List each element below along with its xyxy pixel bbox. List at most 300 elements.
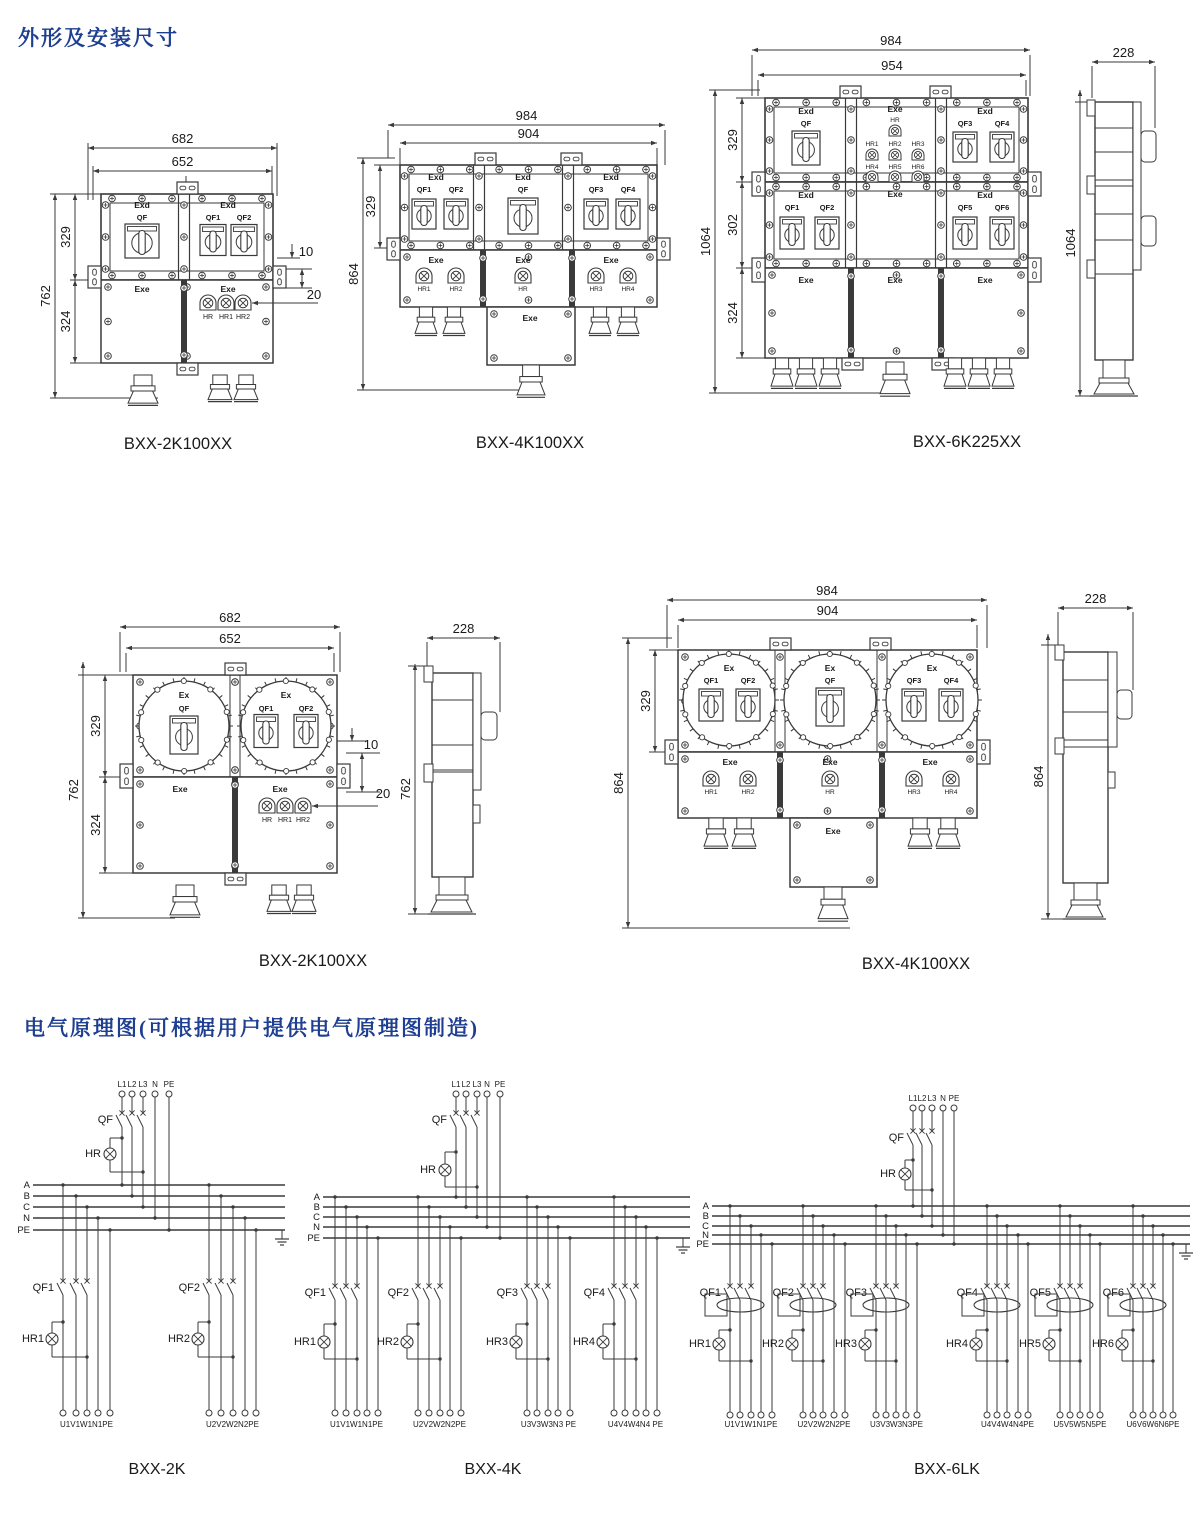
dimension-arrow (758, 73, 764, 77)
cable-gland (970, 369, 988, 374)
cover-bolt (208, 687, 213, 692)
compartment-label: Exe (922, 757, 938, 767)
cover-bolt (784, 683, 789, 688)
side-latch (1108, 772, 1115, 788)
cable-gland (443, 322, 465, 333)
terminal-circle (758, 1412, 764, 1418)
lamp-label: HR3 (907, 789, 921, 796)
compartment-label: Exe (515, 255, 531, 265)
cable-gland (818, 905, 848, 919)
terminal-circle (1067, 1412, 1073, 1418)
lamp-label: HR1 (218, 314, 234, 321)
compartment-label: Exe (220, 284, 236, 294)
lamp-label: HR1 (865, 141, 879, 148)
terminal-circle (534, 1410, 540, 1416)
dimension-arrow (740, 182, 744, 188)
terminal-circle (994, 1412, 1000, 1418)
side-hook (1055, 645, 1064, 660)
lamp-label: HR (890, 117, 900, 124)
terminal-circle (453, 1091, 459, 1097)
dimension-arrow (334, 625, 340, 629)
dimension-value: 1064 (698, 227, 713, 256)
terminal-circle (1087, 1412, 1093, 1418)
cable-gland (208, 389, 232, 400)
cable-gland (992, 374, 1014, 386)
bus-label: C (23, 1202, 30, 1213)
input-terminal-label: L2 (917, 1094, 927, 1103)
foot-flare (431, 900, 472, 912)
cable-gland (704, 834, 728, 846)
outline-bxx2k100xx-exd-front (38, 131, 321, 453)
side-view-bxx2k100xx (398, 621, 500, 914)
terminal-circle (951, 1105, 957, 1111)
dimension-value: 904 (517, 126, 540, 141)
dimension-arrow (300, 282, 304, 288)
dimension-arrow (1078, 90, 1082, 96)
foot-washer (1099, 378, 1129, 383)
model-label: BXX-2K100XX (123, 435, 233, 453)
dimension-arrow (328, 646, 334, 650)
input-terminal-label: N (940, 1094, 946, 1103)
cover-bolt (801, 735, 806, 740)
cover-bolt (283, 678, 288, 683)
dimension-arrow (653, 746, 657, 752)
junction-dot (141, 1170, 144, 1173)
branch-lamp-label: HR4 (945, 1338, 968, 1350)
bus-label: PE (307, 1233, 320, 1244)
terminal-circle (842, 1412, 848, 1418)
main-lamp-label: HR (880, 1168, 896, 1180)
dimension-value: 329 (638, 690, 653, 712)
junction-dot (821, 1359, 824, 1362)
dimension-arrow (73, 357, 77, 363)
main-breaker-label: QF (431, 1114, 447, 1126)
cover-bolt (800, 660, 805, 665)
drawing-line (521, 1288, 527, 1300)
junction-dot (1151, 1359, 1154, 1362)
cover-bolt (726, 651, 731, 656)
switch-handle (745, 696, 751, 718)
terminal-circle (984, 1412, 990, 1418)
cover-bolt (683, 683, 688, 688)
terminal-circle (1097, 1412, 1103, 1418)
dimension-arrow (713, 387, 717, 393)
output-terminal-label: U2V2W2N2PE (206, 1420, 259, 1429)
input-terminal-label: L3 (927, 1094, 937, 1103)
foot-washer (436, 895, 468, 900)
compartment-label: Exe (887, 275, 903, 285)
cover-bolt (828, 743, 833, 748)
terminal-circle (415, 1410, 421, 1416)
side-handle (1117, 690, 1132, 719)
dimension-arrow (350, 735, 354, 741)
dimension-arrow (971, 618, 977, 622)
drawing-line (215, 1283, 221, 1295)
dimension-arrow (740, 268, 744, 274)
bus-label: N (23, 1213, 30, 1224)
terminal-circle (230, 1410, 236, 1416)
output-terminal-label: U1V1W1N1PE (330, 1420, 383, 1429)
dimension-arrow (427, 636, 433, 640)
dimension-value: 228 (1084, 591, 1107, 606)
branch-breaker-label: QF6 (1102, 1287, 1124, 1299)
dimension-arrow (653, 650, 657, 656)
lamp-label: HR1 (277, 817, 293, 824)
terminal-circle (910, 1105, 916, 1111)
dimension-arrow (740, 352, 744, 358)
switch-handle (708, 696, 714, 718)
side-view-bxx4k100xx (1031, 591, 1133, 919)
side-hook (1055, 738, 1064, 754)
cover-bolt (182, 768, 187, 773)
dimension-arrow (740, 98, 744, 104)
compartment-divider (938, 268, 944, 358)
dimension-arrow (103, 867, 107, 873)
terminal-circle (206, 1410, 212, 1416)
drawing-line (137, 1115, 143, 1127)
terminal-circle (437, 1410, 443, 1416)
dimension-value: 10 (363, 737, 379, 752)
bus-label: A (23, 1180, 30, 1191)
dimension-arrow (1078, 390, 1082, 396)
drawing-line (460, 1115, 466, 1127)
lamp-label: HR2 (449, 286, 463, 293)
cover-bolt (886, 712, 891, 717)
terminal-circle (474, 1091, 480, 1097)
schematic-bxx-4k (294, 1080, 690, 1478)
compartment-label: Exe (522, 313, 538, 323)
drawing-line (619, 1288, 625, 1300)
terminal-circle (1140, 1412, 1146, 1418)
dimension-value: 864 (346, 263, 361, 285)
branch-lamp-label: HR2 (376, 1336, 399, 1348)
terminal-circle (484, 1091, 490, 1097)
dimension-value: 228 (452, 621, 475, 636)
dimension-arrow (388, 123, 394, 127)
compartment-label: Ex (926, 663, 938, 673)
main-breaker-label: QF (97, 1114, 113, 1126)
cable-gland (823, 358, 836, 369)
switch-label: QF (800, 119, 812, 128)
switch-label: QF1 (205, 213, 221, 222)
compartment-label: Ex (178, 690, 190, 700)
outline-bxx4k100xx-ex-front (611, 583, 990, 973)
terminal-circle (654, 1410, 660, 1416)
compartment-label: Exe (887, 189, 903, 199)
terminal-circle (218, 1410, 224, 1416)
dimension-arrow (271, 146, 277, 150)
branch-breaker-label: QF2 (387, 1287, 409, 1299)
terminal-circle (903, 1412, 909, 1418)
cover-bolt (224, 737, 229, 742)
switch-label: QF3 (957, 119, 973, 128)
terminal-circle (737, 1412, 743, 1418)
compartment-label: Exd (798, 106, 814, 116)
cable-gland (734, 829, 753, 834)
dimension-arrow (659, 123, 665, 127)
branch-breaker-label: QF2 (178, 1282, 200, 1294)
lamp-label: HR4 (944, 789, 958, 796)
cable-gland (593, 307, 606, 317)
input-terminal-label: N (484, 1080, 490, 1089)
switch-label: QF6 (994, 203, 1010, 212)
side-hook (424, 666, 433, 682)
dimension-value: 864 (1031, 765, 1046, 788)
branch-breaker-label: QF1 (32, 1282, 54, 1294)
lamp-label: HR1 (417, 286, 431, 293)
terminal-circle (1150, 1412, 1156, 1418)
input-terminal-label: L1 (117, 1080, 127, 1089)
terminal-circle (1004, 1412, 1010, 1418)
switch-handle (962, 224, 968, 246)
junction-dot (546, 1357, 549, 1360)
bus-label: B (313, 1202, 320, 1213)
cable-gland (795, 374, 817, 386)
input-terminal-label: L1 (908, 1094, 918, 1103)
dimension-arrow (1058, 606, 1064, 610)
cover-bolt (241, 737, 246, 742)
branch-lamp-label: HR2 (167, 1333, 190, 1345)
bus-label: PE (696, 1239, 709, 1250)
cover-bolt (181, 678, 186, 683)
cable-gland (517, 382, 545, 395)
terminal-circle (447, 1410, 453, 1416)
cable-gland (170, 902, 200, 915)
foot-flare (1094, 383, 1134, 394)
lamp-label: HR1 (704, 789, 718, 796)
lamp-label: HR6 (911, 164, 925, 171)
cover-bolt (753, 660, 758, 665)
dimension-arrow (1149, 60, 1155, 64)
terminal-circle (727, 1412, 733, 1418)
schematic-bxx-2k (17, 1080, 289, 1478)
terminal-circle (893, 1412, 899, 1418)
foot-stem (1074, 883, 1097, 900)
dimension-value: 10 (298, 244, 314, 259)
model-label: BXX-4K (464, 1461, 522, 1478)
switch-handle (181, 723, 187, 751)
junction-dot (85, 1355, 88, 1358)
lamp-label: HR (261, 817, 273, 824)
terminal-circle (820, 1412, 826, 1418)
dimension-arrow (713, 90, 717, 96)
cover-bolt (754, 735, 759, 740)
dimension-arrow (361, 384, 365, 390)
branch-lamp-label: HR1 (21, 1333, 44, 1345)
dimension-value: 652 (219, 631, 241, 646)
dimension-arrow (103, 771, 107, 777)
cable-gland (236, 385, 255, 389)
dimension-arrow (494, 636, 500, 640)
dimension-arrow (266, 169, 272, 173)
dimension-arrow (1127, 606, 1133, 610)
cover-bolt (310, 687, 315, 692)
dimension-value: 329 (363, 195, 378, 218)
lamp-label: HR2 (235, 314, 251, 321)
cable-gland (591, 317, 609, 322)
switch-handle (803, 138, 809, 162)
dimension-arrow (126, 646, 132, 650)
dimension-arrow (120, 625, 126, 629)
terminal-circle (1025, 1412, 1031, 1418)
cable-gland (771, 374, 793, 386)
branch-breaker-label: QF3 (496, 1287, 518, 1299)
cable-gland (819, 374, 841, 386)
model-label: BXX-4K100XX (475, 434, 585, 452)
cover-bolt (956, 660, 961, 665)
foot-stem (439, 877, 465, 895)
cable-gland (523, 365, 540, 377)
cable-gland (447, 307, 460, 317)
model-label: BXX-2K100XX (258, 952, 368, 970)
dimension-arrow (360, 786, 364, 792)
bus-label: N (313, 1222, 320, 1233)
drawing-line (70, 1283, 76, 1295)
schematic-bxx-6lk (689, 1094, 1193, 1478)
cover-bolt (284, 768, 289, 773)
dimension-value: 984 (880, 33, 902, 48)
switch-handle (999, 139, 1005, 159)
branch-breaker-label: QF5 (1029, 1287, 1051, 1299)
terminal-circle (60, 1410, 66, 1416)
terminal-circle (426, 1410, 432, 1416)
terminal-circle (129, 1091, 135, 1097)
side-hook (424, 764, 433, 782)
switch-handle (421, 206, 427, 226)
cover-bolt (155, 687, 160, 692)
cable-gland (709, 818, 723, 829)
switch-handle (789, 224, 795, 246)
cable-gland (936, 834, 960, 846)
switch-label: QF (178, 704, 190, 713)
switch-handle (241, 231, 247, 252)
cover-bolt (854, 660, 859, 665)
switch-label: QF1 (703, 676, 719, 685)
cable-gland (176, 885, 194, 897)
cover-bolt (973, 683, 978, 688)
output-terminal-label: U5V5W5N5PE (1053, 1420, 1107, 1429)
outline-bxx6k225xx-front (698, 33, 1041, 451)
cable-gland (415, 322, 437, 333)
dimension-arrow (300, 269, 304, 275)
cable-gland (908, 834, 932, 846)
cover-bolt (139, 710, 144, 715)
terminal-circle (633, 1410, 639, 1416)
drawing-line (450, 1115, 456, 1127)
bus-label: A (702, 1201, 709, 1212)
cable-gland (292, 900, 316, 911)
compartment-label: Exe (722, 757, 738, 767)
dimension-value: 228 (1112, 45, 1135, 60)
branch-lamp-label: HR5 (1018, 1338, 1041, 1350)
switch-label: QF4 (943, 676, 959, 685)
foot-washer (1071, 900, 1100, 905)
switch-handle (962, 139, 968, 159)
branch-lamp-label: HR2 (761, 1338, 784, 1350)
switch-handle (593, 206, 599, 226)
compartment-label: Ex (824, 663, 836, 673)
dimension-arrow (740, 262, 744, 268)
output-terminal-label: U1V1W1N1PE (60, 1420, 113, 1429)
output-terminal-label: U2V2W2N2PE (797, 1420, 851, 1429)
dimension-value: 329 (88, 715, 103, 737)
main-breaker-label: QF (888, 1132, 904, 1144)
dimension-arrow (360, 753, 364, 759)
input-terminal-label: L1 (451, 1080, 461, 1089)
terminal-circle (73, 1410, 79, 1416)
compartment-label: Exd (220, 200, 236, 210)
compartment-label: Exe (977, 275, 993, 285)
drawing-line (608, 1288, 614, 1300)
dimension-arrow (73, 280, 77, 286)
dimension-value: 329 (58, 226, 73, 248)
dimension-arrow (81, 662, 85, 668)
cable-gland (913, 818, 927, 829)
dimension-value: 864 (611, 772, 626, 794)
cable-gland (520, 377, 542, 382)
cover-bolt (886, 683, 891, 688)
cover-bolt (871, 711, 876, 716)
terminal-circle (242, 1410, 248, 1416)
lamp-label: HR (202, 314, 214, 321)
terminal-circle (1077, 1412, 1083, 1418)
cable-gland (621, 307, 634, 317)
side-flange (1108, 652, 1117, 747)
cable-gland (134, 375, 152, 386)
branch-lamp-label: HR3 (485, 1336, 508, 1348)
main-lamp-label: HR (420, 1164, 436, 1176)
lamp-label: HR2 (295, 817, 311, 824)
cable-gland (773, 369, 791, 374)
lamp-label: HR4 (621, 286, 635, 293)
dimension-value: 762 (38, 285, 53, 307)
switch-label: QF2 (740, 676, 756, 685)
drawing-line (542, 1288, 548, 1300)
terminal-circle (545, 1410, 551, 1416)
switch-handle (263, 721, 269, 744)
terminal-circle (1160, 1412, 1166, 1418)
drawing-line (227, 1283, 233, 1295)
input-terminal-label: PE (948, 1094, 960, 1103)
terminal-circle (463, 1091, 469, 1097)
terminal-circle (883, 1412, 889, 1418)
cable-gland (821, 899, 845, 905)
drawing-line (351, 1288, 357, 1300)
lamp-label: HR (518, 286, 528, 293)
cable-gland (938, 829, 957, 834)
drawing-line (423, 1288, 429, 1300)
terminal-circle (611, 1410, 617, 1416)
bus-label: C (702, 1221, 709, 1232)
drawing-line (531, 1288, 537, 1300)
compartment-label: Exe (798, 275, 814, 285)
terminal-circle (914, 1412, 920, 1418)
side-body (432, 673, 473, 877)
dimension-arrow (361, 158, 365, 164)
lamp-label: HR (825, 789, 835, 796)
cable-gland (419, 307, 432, 317)
input-terminal-label: L2 (127, 1080, 137, 1089)
cable-gland (445, 317, 463, 322)
cable-gland (775, 358, 788, 369)
compartment-label: Exd (134, 200, 150, 210)
cable-gland (128, 391, 158, 403)
dimension-value: 20 (306, 287, 322, 302)
terminal-circle (253, 1410, 259, 1416)
junction-dot (1078, 1359, 1081, 1362)
dimension-arrow (400, 141, 406, 145)
cable-gland (417, 317, 435, 322)
